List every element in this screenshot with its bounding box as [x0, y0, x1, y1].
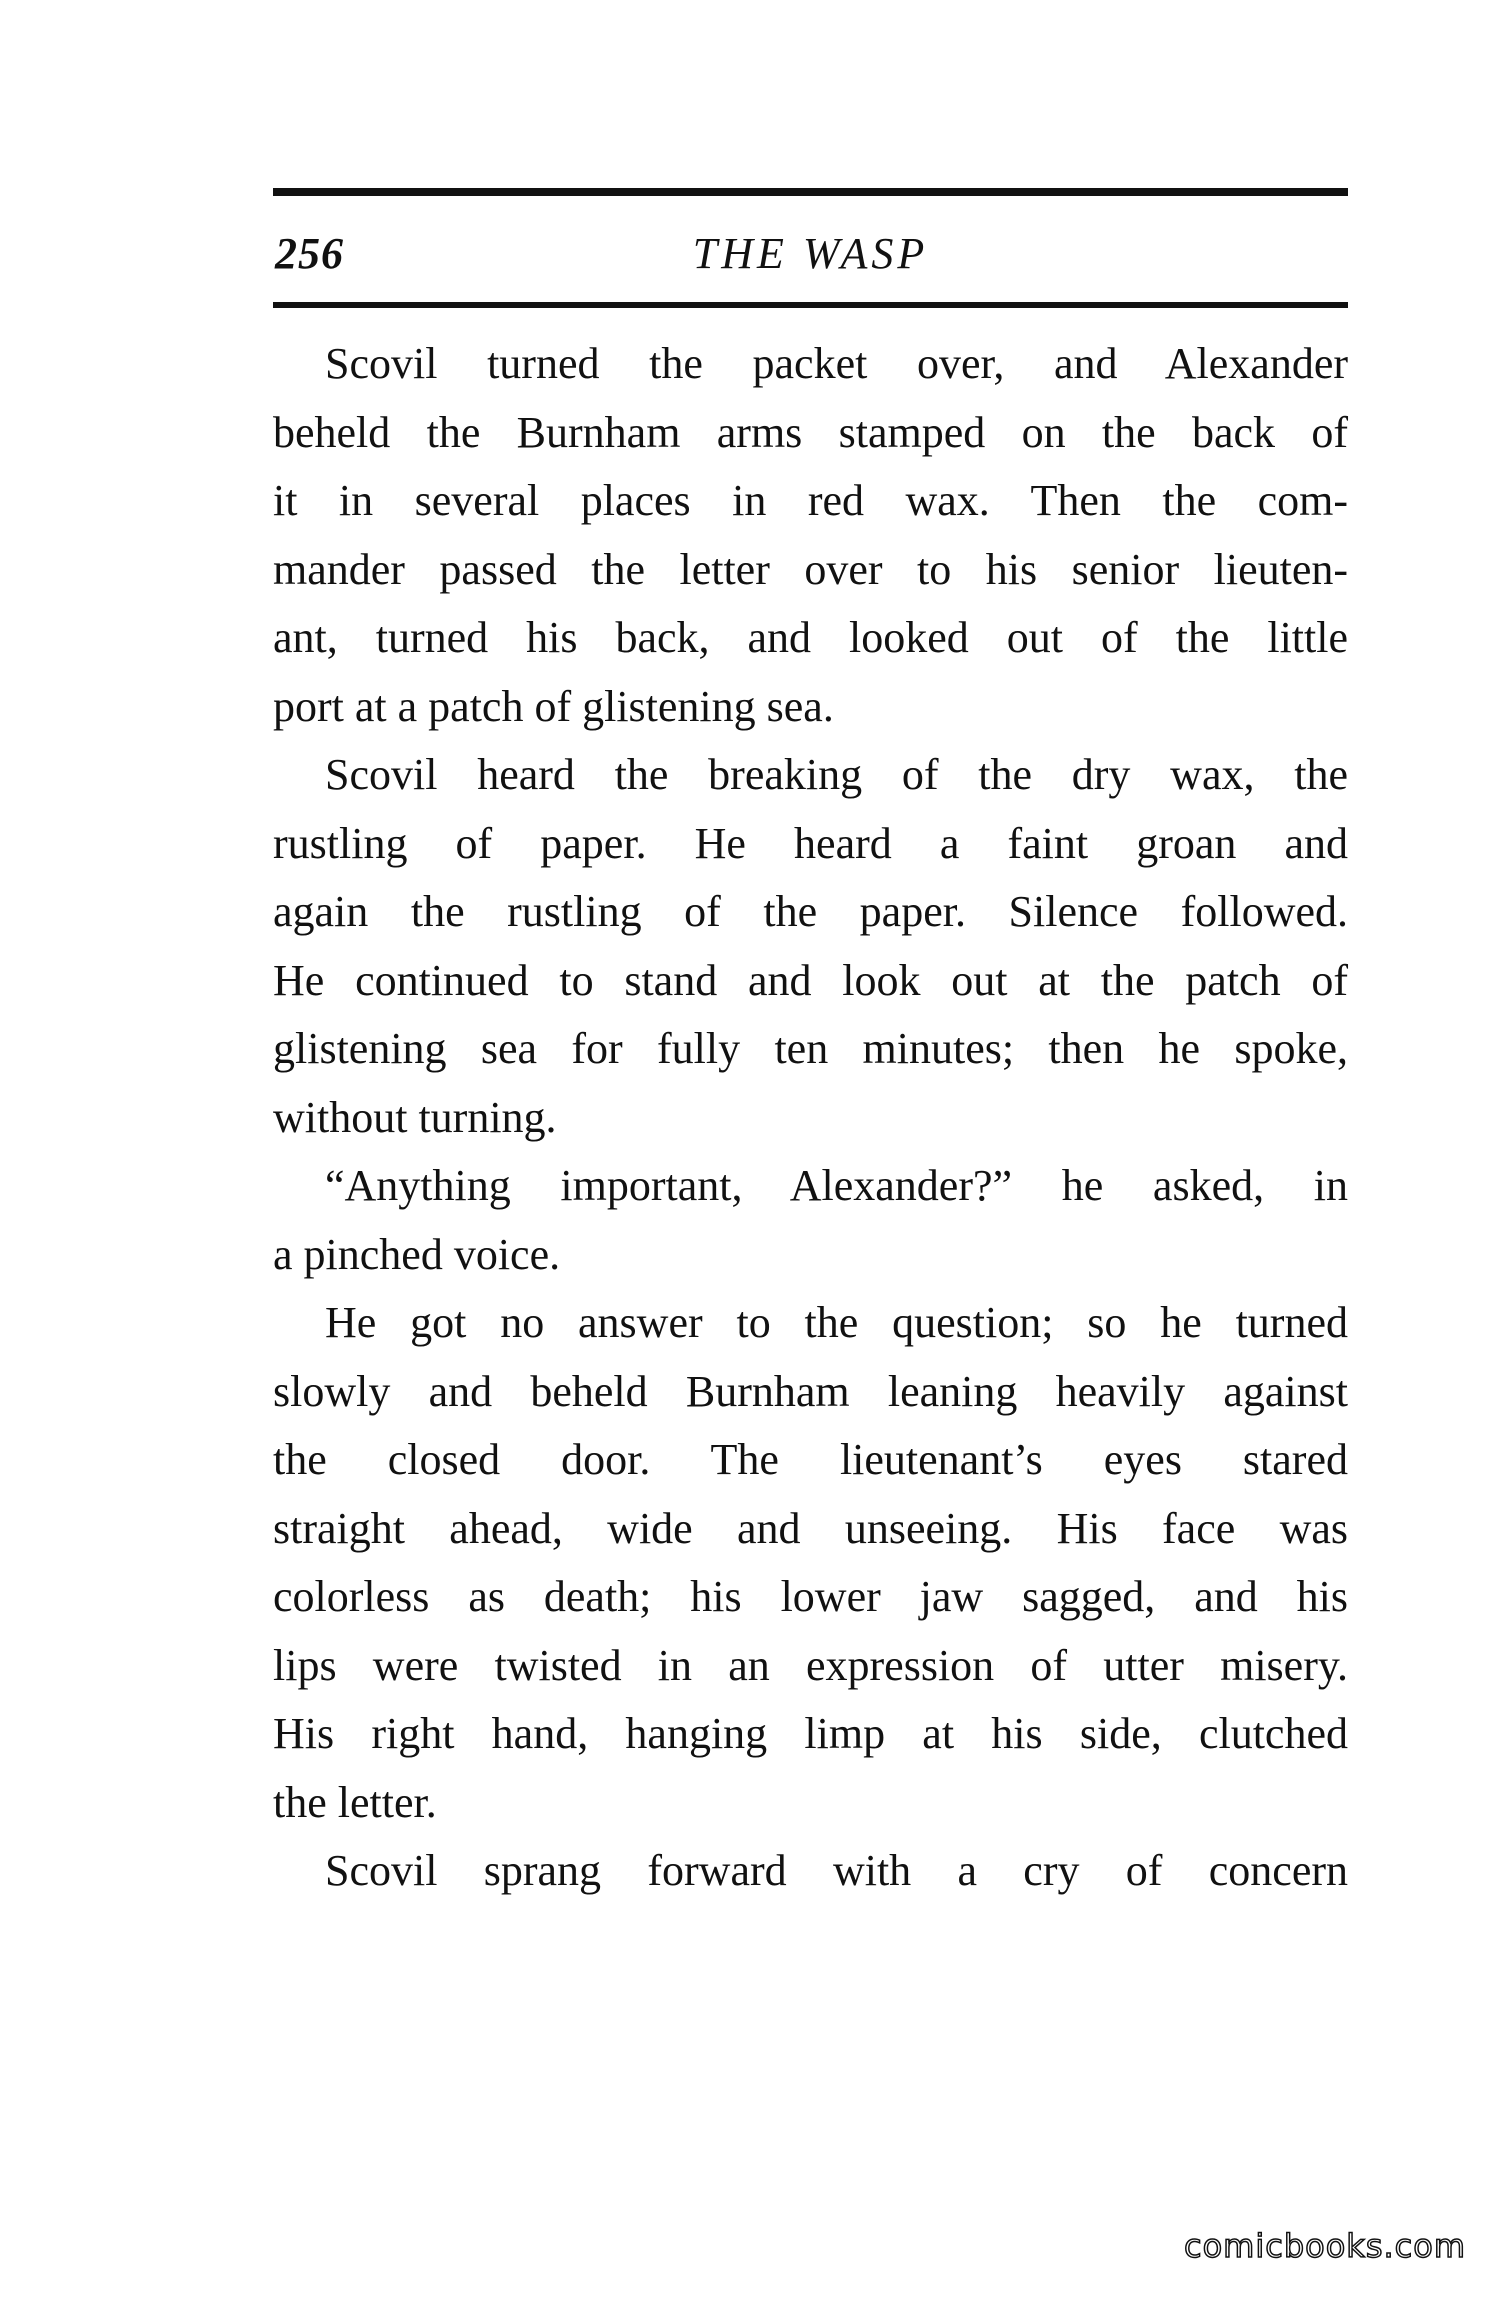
text-line: slowly and beheld Burnham leaning heavily against: [273, 1366, 1348, 1416]
text-line: without turning.: [273, 1092, 557, 1142]
text-line: colorless as death; his lower jaw sagged, and his: [273, 1572, 1348, 1621]
text-line: mander passed the letter over to his senior lieuten-: [273, 544, 1348, 594]
text-line: rustling of paper. He heard a faint groan and: [273, 818, 1348, 868]
text-line: the closed door. The lieutenant’s eyes stared: [273, 1435, 1348, 1484]
book-title: THE WASP: [692, 229, 929, 278]
text-line: glistening sea for fully ten minutes; then he spoke,: [273, 1024, 1348, 1073]
text-line: a pinched voice.: [273, 1229, 561, 1279]
text-line: the letter.: [273, 1777, 437, 1827]
text-line: again the rustling of the paper. Silence followed.: [273, 887, 1348, 936]
text-line: “Anything important, Alexander?” he asked, in: [325, 1161, 1348, 1210]
text-line: lips were twisted in an expression of utter misery.: [273, 1640, 1348, 1690]
text-line: beheld the Burnham arms stamped on the back of: [273, 407, 1348, 457]
text-line: His right hand, hanging limp at his side, clutched: [273, 1709, 1348, 1758]
watermark: comicbooks.com: [1183, 2227, 1466, 2265]
running-head: [273, 228, 1348, 288]
body-text: [273, 330, 1348, 1906]
header-rule-top: [273, 188, 1348, 196]
text-line: He got no answer to the question; so he turned: [325, 1298, 1348, 1347]
text-line: it in several places in red wax. Then the com-: [273, 476, 1348, 525]
text-line: He continued to stand and look out at the patch of: [273, 955, 1348, 1005]
text-line: straight ahead, wide and unseeing. His face was: [273, 1503, 1348, 1553]
text-line: Scovil heard the breaking of the dry wax, the: [325, 750, 1348, 799]
page-number: 256: [275, 229, 344, 278]
text-line: Scovil sprang forward with a cry of concern: [325, 1846, 1348, 1895]
text-line: Scovil turned the packet over, and Alexander: [325, 339, 1348, 388]
text-line: port at a patch of glistening sea.: [273, 681, 834, 731]
text-line: ant, turned his back, and looked out of the little: [273, 613, 1348, 662]
header-rule-bottom: [273, 302, 1348, 308]
